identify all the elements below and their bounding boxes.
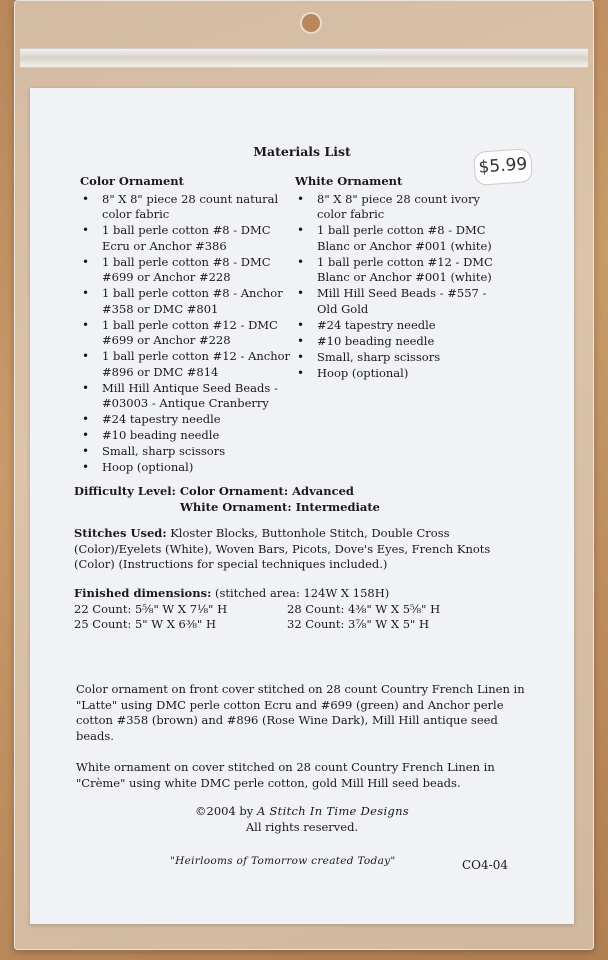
list-item: • #10 beading needle xyxy=(295,334,510,350)
list-item: • 1 ball perle cotton #8 - DMC Ecru or Anchor #386 xyxy=(80,223,295,254)
white-ornament-list xyxy=(295,192,510,382)
difficulty-color: Difficulty Level: Color Ornament: Advanced xyxy=(74,484,354,498)
list-item: • 1 ball perle cotton #12 - Anchor #896 or DMC #814 xyxy=(80,349,295,380)
list-item: • 1 ball perle cotton #8 - DMC #699 or Anchor #228 xyxy=(80,255,295,286)
list-item: • #24 tapestry needle xyxy=(295,318,510,334)
materials-sheet xyxy=(30,88,574,924)
color-ornament-column xyxy=(80,174,295,476)
motto: "Heirlooms of Tomorrow created Today" xyxy=(170,855,396,867)
list-item: • 1 ball perle cotton #8 - Anchor #358 or DMC #801 xyxy=(80,286,295,317)
list-item: • 1 ball perle cotton #12 - DMC Blanc or Anchor #001 (white) xyxy=(295,255,510,286)
stitches-label: Stitches Used: xyxy=(74,526,167,540)
list-item: • Hoop (optional) xyxy=(295,366,510,382)
copyright-year: ©2004 by xyxy=(195,804,257,818)
list-item: • Mill Hill Antique Seed Beads - #03003 - Antique Cranberry xyxy=(80,381,295,412)
rights-reserved: All rights reserved. xyxy=(245,819,359,834)
pattern-code: CO4-04 xyxy=(462,858,508,872)
page-title: Materials List xyxy=(253,144,351,159)
list-item: • #24 tapestry needle xyxy=(80,412,295,428)
white-note: White ornament on cover stitched on 28 count Country French Linen in "Crème" using white DMC perle cotton, gold Mill Hill seed beads. xyxy=(76,760,495,790)
list-item: • Small, sharp scissors xyxy=(295,350,510,366)
list-item: • Small, sharp scissors xyxy=(80,444,295,460)
dim-22-count: 22 Count: 5⅝" W X 7⅛" H xyxy=(74,601,228,616)
color-ornament-heading: Color Ornament xyxy=(80,174,184,188)
difficulty-white: White Ornament: Intermediate xyxy=(180,499,380,514)
list-item: • 1 ball perle cotton #8 - DMC Blanc or Anchor #001 (white) xyxy=(295,223,510,254)
list-item: • Hoop (optional) xyxy=(80,460,295,476)
list-item: • #10 beading needle xyxy=(80,428,295,444)
dim-28-count: 28 Count: 4⅜" W X 5⅝" H xyxy=(287,601,441,616)
dimensions-label: Finished dimensions: xyxy=(74,586,212,600)
dim-25-count: 25 Count: 5" W X 6⅜" H xyxy=(74,617,216,631)
dimensions-area: (stitched area: 124W X 158H) xyxy=(211,586,390,600)
copyright xyxy=(30,804,574,835)
list-item: • 8" X 8" piece 28 count natural color fabric xyxy=(80,192,295,223)
hang-hole xyxy=(300,12,322,34)
cover-notes xyxy=(76,682,526,807)
white-ornament-heading: White Ornament xyxy=(295,174,403,188)
stitches-used xyxy=(74,526,534,573)
white-ornament-column xyxy=(295,174,510,382)
list-item: • 1 ball perle cotton #12 - DMC #699 or Anchor #228 xyxy=(80,318,295,349)
zip-seal xyxy=(20,48,588,68)
dim-32-count: 32 Count: 3⅞" W X 5" H xyxy=(287,617,429,631)
color-note: Color ornament on front cover stitched on 28 count Country French Linen in "Latte" using DMC perle cotton Ecru and #699 (green) and Anchor perle cotton #358 (brown) and #896 (Rose Wine Dark), Mill Hill antique seed beads. xyxy=(76,682,525,743)
list-item: • 8" X 8" piece 28 count ivory color fabric xyxy=(295,192,510,223)
price-sticker: $5.99 xyxy=(473,148,533,186)
finished-dimensions xyxy=(74,586,544,633)
designer-name: A Stitch In Time Designs xyxy=(256,804,409,818)
difficulty-level xyxy=(74,484,534,515)
color-ornament-list xyxy=(80,192,295,476)
stitches-text: Kloster Blocks, Buttonhole Stitch, Double Cross (Color)/Eyelets (White), Woven Bars, Picots, Dove's Eyes, French Knots (Color) (Instructions for special techniques included.) xyxy=(74,526,491,571)
list-item: • Mill Hill Seed Beads - #557 - Old Gold xyxy=(295,286,510,317)
